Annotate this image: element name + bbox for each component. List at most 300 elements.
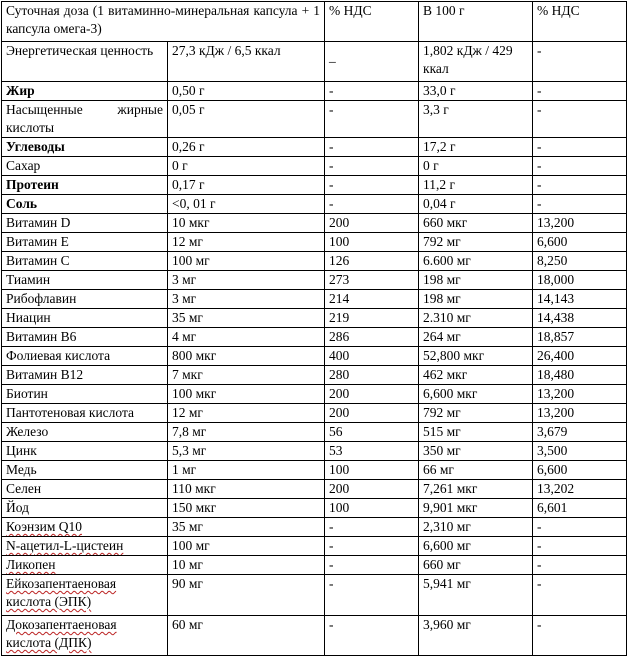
row-pct-dv-text: - [329, 177, 334, 192]
table-row [2, 499, 627, 518]
row-name-text: Цинк [6, 443, 37, 458]
row-name [2, 480, 168, 499]
row-name-text: Йод [6, 500, 29, 515]
row-pct-dv-100g [533, 423, 627, 442]
header-per-100g: В 100 г [419, 2, 533, 42]
row-pct-dv-text: 273 [329, 272, 350, 287]
row-daily-dose [168, 42, 325, 82]
table-row [2, 442, 627, 461]
row-pct-dv-text: _ [329, 49, 336, 64]
row-daily-dose [168, 385, 325, 404]
row-name [2, 499, 168, 518]
table-row [2, 290, 627, 309]
row-name [2, 518, 168, 537]
row-pct-dv [325, 347, 419, 366]
row-per-100g-text: 264 мг [423, 329, 461, 344]
row-per-100g-text: 2.310 мг [423, 310, 471, 325]
row-pct-dv-text: 126 [329, 253, 350, 268]
row-pct-dv-100g-text: 18,857 [537, 329, 575, 344]
row-name-text: Витамин B6 [6, 329, 77, 344]
row-pct-dv-text: 200 [329, 481, 350, 496]
row-pct-dv-text: 53 [329, 443, 343, 458]
row-per-100g [419, 575, 533, 616]
row-daily-dose-text: 12 мг [172, 234, 203, 249]
row-daily-dose-text: 5,3 мг [172, 443, 207, 458]
row-daily-dose [168, 347, 325, 366]
row-daily-dose [168, 195, 325, 214]
row-pct-dv-100g [533, 556, 627, 575]
row-pct-dv-text: 280 [329, 367, 350, 382]
table-row [2, 271, 627, 290]
row-name-text: Энергетическая ценность [6, 43, 154, 58]
row-name-text: Соль [6, 196, 38, 211]
table-row [2, 195, 627, 214]
table-row [2, 423, 627, 442]
row-daily-dose-text: 10 мг [172, 557, 203, 572]
row-pct-dv-100g [533, 404, 627, 423]
row-pct-dv [325, 328, 419, 347]
row-pct-dv-100g-text: 13,200 [537, 405, 575, 420]
row-per-100g-text: 7,261 мкг [423, 481, 478, 496]
row-pct-dv-text: - [329, 83, 334, 98]
row-pct-dv-text: - [329, 538, 334, 553]
row-pct-dv-text: 100 [329, 234, 350, 249]
row-pct-dv [325, 556, 419, 575]
row-daily-dose [168, 518, 325, 537]
row-name [2, 176, 168, 195]
row-pct-dv-100g [533, 233, 627, 252]
table-row [2, 233, 627, 252]
row-per-100g-text: 0,04 г [423, 196, 456, 211]
row-daily-dose-text: 10 мкг [172, 215, 210, 230]
table-row [2, 328, 627, 347]
row-pct-dv-100g [533, 42, 627, 82]
row-per-100g [419, 138, 533, 157]
row-per-100g [419, 82, 533, 101]
row-pct-dv-100g [533, 461, 627, 480]
row-pct-dv [325, 442, 419, 461]
row-pct-dv-100g [533, 82, 627, 101]
row-pct-dv-100g-text: - [537, 83, 542, 98]
row-pct-dv-100g [533, 366, 627, 385]
row-per-100g-text: 792 мг [423, 405, 461, 420]
nutrition-table [1, 1, 627, 656]
row-pct-dv [325, 423, 419, 442]
row-pct-dv-100g [533, 518, 627, 537]
row-daily-dose-text: 35 мг [172, 310, 203, 325]
row-pct-dv [325, 309, 419, 328]
row-per-100g-text: 462 мкг [423, 367, 468, 382]
row-name [2, 328, 168, 347]
table-row [2, 347, 627, 366]
row-pct-dv-text: 200 [329, 215, 350, 230]
row-pct-dv-text: 400 [329, 348, 350, 363]
row-per-100g-text: 1,802 кДж / 429 ккал [423, 43, 513, 76]
row-daily-dose-text: 27,3 кДж / 6,5 ккал [172, 43, 281, 58]
row-name-text: Витамин C [6, 253, 70, 268]
row-pct-dv-100g [533, 309, 627, 328]
row-daily-dose-text: 60 мг [172, 617, 203, 632]
row-per-100g-text: 350 мг [423, 443, 461, 458]
row-pct-dv-100g [533, 328, 627, 347]
row-per-100g [419, 252, 533, 271]
row-per-100g [419, 537, 533, 556]
row-pct-dv-100g-text: - [537, 519, 542, 534]
row-pct-dv-100g-text: 3,500 [537, 443, 568, 458]
row-name-text: Сахар [6, 158, 41, 173]
row-pct-dv-100g-text: 14,143 [537, 291, 575, 306]
row-daily-dose [168, 176, 325, 195]
row-name-text: Селен [6, 481, 42, 496]
row-daily-dose-text: 100 мкг [172, 386, 217, 401]
table-row [2, 214, 627, 233]
row-pct-dv-100g-text: 3,679 [537, 424, 568, 439]
row-pct-dv-text: 100 [329, 500, 350, 515]
table-row [2, 556, 627, 575]
table-row [2, 537, 627, 556]
row-name-text: Коэнзим Q10 [6, 519, 82, 534]
row-daily-dose-text: 1 мг [172, 462, 197, 477]
row-pct-dv-100g [533, 290, 627, 309]
row-per-100g [419, 42, 533, 82]
row-daily-dose [168, 82, 325, 101]
row-pct-dv-100g-text: - [537, 139, 542, 154]
row-pct-dv-text: - [329, 617, 334, 632]
row-name [2, 575, 168, 616]
row-pct-dv-text: 100 [329, 462, 350, 477]
row-pct-dv-100g-text: - [537, 538, 542, 553]
row-name-text: Витамин B12 [6, 367, 84, 382]
row-per-100g [419, 328, 533, 347]
row-pct-dv [325, 518, 419, 537]
row-per-100g-text: 52,800 мкг [423, 348, 485, 363]
table-row [2, 404, 627, 423]
table-row [2, 157, 627, 176]
row-pct-dv-100g-text: - [537, 43, 542, 58]
row-daily-dose-text: 0 г [172, 158, 188, 173]
row-pct-dv-100g [533, 176, 627, 195]
row-per-100g [419, 366, 533, 385]
row-per-100g [419, 404, 533, 423]
row-per-100g-text: 515 мг [423, 424, 461, 439]
row-pct-dv [325, 252, 419, 271]
row-pct-dv-100g-text: 6,600 [537, 462, 568, 477]
row-pct-dv-100g [533, 385, 627, 404]
row-daily-dose [168, 499, 325, 518]
row-daily-dose-text: 7 мкг [172, 367, 203, 382]
row-name [2, 385, 168, 404]
row-per-100g-text: 66 мг [423, 462, 454, 477]
row-pct-dv-100g-text: - [537, 158, 542, 173]
row-per-100g-text: 6,600 мкг [423, 386, 478, 401]
row-name-text: Насыщенные жирные кислоты [6, 102, 163, 135]
row-per-100g [419, 271, 533, 290]
row-daily-dose [168, 138, 325, 157]
row-daily-dose [168, 366, 325, 385]
row-daily-dose [168, 575, 325, 616]
row-daily-dose-text: 3 мг [172, 291, 197, 306]
row-per-100g-text: 5,941 мг [423, 576, 471, 591]
row-pct-dv-100g [533, 252, 627, 271]
row-daily-dose [168, 252, 325, 271]
row-daily-dose [168, 309, 325, 328]
row-pct-dv-100g [533, 616, 627, 656]
row-daily-dose [168, 233, 325, 252]
row-per-100g-text: 3,3 г [423, 102, 449, 117]
row-pct-dv-100g-text: 18,000 [537, 272, 575, 287]
row-name-text: Фолиевая кислота [6, 348, 111, 363]
row-pct-dv-100g-text: - [537, 196, 542, 211]
row-pct-dv [325, 233, 419, 252]
row-name [2, 271, 168, 290]
row-per-100g-text: 660 мкг [423, 215, 468, 230]
row-name-text: Витамин E [6, 234, 69, 249]
row-daily-dose-text: 0,05 г [172, 102, 205, 117]
row-per-100g-text: 6,600 мг [423, 538, 471, 553]
table-row [2, 385, 627, 404]
row-per-100g [419, 518, 533, 537]
row-daily-dose [168, 556, 325, 575]
row-pct-dv [325, 616, 419, 656]
row-per-100g [419, 480, 533, 499]
row-name [2, 556, 168, 575]
row-name-text: Железо [6, 424, 49, 439]
row-pct-dv-text: - [329, 557, 334, 572]
row-name [2, 616, 168, 656]
row-per-100g [419, 499, 533, 518]
row-per-100g-text: 2,310 мг [423, 519, 471, 534]
row-daily-dose [168, 290, 325, 309]
row-name-text: Пантотеновая кислота [6, 405, 135, 420]
row-pct-dv-100g-text: - [537, 617, 542, 632]
row-name-text: Углеводы [6, 139, 65, 154]
row-daily-dose-text: 4 мг [172, 329, 197, 344]
row-pct-dv-100g-text: - [537, 102, 542, 117]
row-name [2, 138, 168, 157]
row-pct-dv [325, 214, 419, 233]
row-pct-dv [325, 82, 419, 101]
table-row [2, 480, 627, 499]
row-daily-dose [168, 404, 325, 423]
row-per-100g [419, 309, 533, 328]
row-per-100g [419, 556, 533, 575]
header-pct-dv-100g: % НДС [533, 2, 627, 42]
row-name [2, 347, 168, 366]
row-pct-dv-100g-text: 13,200 [537, 386, 575, 401]
row-daily-dose [168, 537, 325, 556]
row-pct-dv [325, 461, 419, 480]
row-pct-dv-text: - [329, 196, 334, 211]
row-pct-dv-100g [533, 195, 627, 214]
row-name-text: Тиамин [6, 272, 51, 287]
row-pct-dv-100g-text: 18,480 [537, 367, 575, 382]
row-per-100g [419, 347, 533, 366]
row-pct-dv [325, 499, 419, 518]
row-pct-dv-100g-text: - [537, 576, 542, 591]
row-daily-dose [168, 480, 325, 499]
row-daily-dose-text: 3 мг [172, 272, 197, 287]
row-name [2, 195, 168, 214]
row-per-100g-text: 9,901 мкг [423, 500, 478, 515]
row-pct-dv [325, 290, 419, 309]
header-row [2, 2, 627, 42]
row-per-100g-text: 11,2 г [423, 177, 456, 192]
row-per-100g [419, 616, 533, 656]
row-pct-dv-text: - [329, 576, 334, 591]
table-row [2, 138, 627, 157]
row-pct-dv-text: 286 [329, 329, 350, 344]
row-pct-dv [325, 195, 419, 214]
row-daily-dose [168, 157, 325, 176]
row-name-text: Биотин [6, 386, 48, 401]
row-name [2, 101, 168, 138]
row-name [2, 82, 168, 101]
row-daily-dose-text: 800 мкг [172, 348, 217, 363]
row-pct-dv-text: - [329, 158, 334, 173]
table-row [2, 366, 627, 385]
row-pct-dv-100g [533, 347, 627, 366]
row-per-100g [419, 233, 533, 252]
row-pct-dv-100g [533, 442, 627, 461]
row-name-text: Протеин [6, 177, 59, 192]
row-pct-dv-100g [533, 214, 627, 233]
header-pct-dv: % НДС [325, 2, 419, 42]
row-name [2, 423, 168, 442]
row-pct-dv-text: - [329, 139, 334, 154]
row-per-100g-text: 792 мг [423, 234, 461, 249]
row-per-100g-text: 17,2 г [423, 139, 456, 154]
row-per-100g-text: 33,0 г [423, 83, 456, 98]
row-pct-dv-100g [533, 157, 627, 176]
row-name-text: Витамин D [6, 215, 71, 230]
row-daily-dose-text: 0,17 г [172, 177, 205, 192]
row-pct-dv [325, 385, 419, 404]
row-name-text: N-ацетил-L-цистеин [6, 538, 124, 553]
table-row [2, 42, 627, 82]
row-pct-dv-100g-text: 26,400 [537, 348, 575, 363]
row-pct-dv [325, 575, 419, 616]
row-name [2, 537, 168, 556]
row-pct-dv-100g [533, 480, 627, 499]
row-daily-dose-text: <0, 01 г [172, 196, 216, 211]
row-name [2, 309, 168, 328]
row-name-text: Ниацин [6, 310, 51, 325]
row-daily-dose-text: 100 мг [172, 538, 210, 553]
row-name [2, 404, 168, 423]
row-pct-dv-text: - [329, 519, 334, 534]
row-name [2, 157, 168, 176]
row-daily-dose-text: 110 мкг [172, 481, 216, 496]
row-per-100g-text: 6.600 мг [423, 253, 471, 268]
row-daily-dose [168, 616, 325, 656]
row-pct-dv-100g [533, 271, 627, 290]
row-name [2, 214, 168, 233]
row-daily-dose-text: 150 мкг [172, 500, 217, 515]
row-daily-dose [168, 271, 325, 290]
row-pct-dv-100g [533, 101, 627, 138]
row-pct-dv-100g [533, 499, 627, 518]
row-name-text: Докозапентаеновая кислота (ДПК) [6, 617, 117, 650]
row-per-100g-text: 660 мг [423, 557, 461, 572]
row-daily-dose [168, 442, 325, 461]
table-row [2, 101, 627, 138]
table-row [2, 82, 627, 101]
row-name [2, 366, 168, 385]
row-pct-dv-100g-text: 8,250 [537, 253, 568, 268]
header-daily-dose: Суточная доза (1 витаминно-минеральная капсула + 1 капсула омега-3) [2, 2, 325, 42]
row-name [2, 42, 168, 82]
row-per-100g-text: 198 мг [423, 291, 461, 306]
row-pct-dv [325, 480, 419, 499]
row-name-text: Ликопен [6, 557, 56, 572]
row-pct-dv-100g [533, 575, 627, 616]
row-name [2, 233, 168, 252]
table-row [2, 461, 627, 480]
row-pct-dv-text: 219 [329, 310, 350, 325]
row-pct-dv-text: 200 [329, 405, 350, 420]
row-daily-dose-text: 0,50 г [172, 83, 205, 98]
row-daily-dose [168, 101, 325, 138]
row-daily-dose-text: 12 мг [172, 405, 203, 420]
row-per-100g [419, 290, 533, 309]
row-pct-dv-100g-text: 13,200 [537, 215, 575, 230]
row-pct-dv [325, 101, 419, 138]
row-daily-dose-text: 100 мг [172, 253, 210, 268]
row-per-100g [419, 157, 533, 176]
row-pct-dv-100g-text: - [537, 557, 542, 572]
row-pct-dv [325, 366, 419, 385]
row-name-text: Жир [6, 83, 35, 98]
table-row [2, 252, 627, 271]
row-daily-dose [168, 214, 325, 233]
table-row [2, 575, 627, 616]
row-name-text: Рибофлавин [6, 291, 77, 306]
row-name-text: Медь [6, 462, 37, 477]
table-row [2, 309, 627, 328]
row-pct-dv-100g-text: - [537, 177, 542, 192]
row-per-100g [419, 442, 533, 461]
row-per-100g [419, 195, 533, 214]
row-daily-dose [168, 423, 325, 442]
row-name-text: Ейкозапентаеновая кислота (ЭПК) [6, 576, 117, 609]
row-daily-dose-text: 0,26 г [172, 139, 205, 154]
row-pct-dv-text: 56 [329, 424, 343, 439]
row-per-100g-text: 198 мг [423, 272, 461, 287]
row-daily-dose-text: 90 мг [172, 576, 203, 591]
row-per-100g [419, 214, 533, 233]
table-row [2, 176, 627, 195]
row-name [2, 461, 168, 480]
row-pct-dv-text: 214 [329, 291, 350, 306]
row-pct-dv-100g [533, 537, 627, 556]
row-per-100g [419, 385, 533, 404]
row-pct-dv [325, 42, 419, 82]
row-pct-dv-100g [533, 138, 627, 157]
row-pct-dv [325, 271, 419, 290]
row-pct-dv [325, 404, 419, 423]
row-daily-dose-text: 7,8 мг [172, 424, 207, 439]
row-pct-dv [325, 138, 419, 157]
row-name [2, 290, 168, 309]
row-pct-dv [325, 537, 419, 556]
table-row [2, 518, 627, 537]
row-pct-dv-100g-text: 13,202 [537, 481, 575, 496]
table-row [2, 616, 627, 656]
row-daily-dose-text: 35 мг [172, 519, 203, 534]
row-per-100g-text: 0 г [423, 158, 439, 173]
row-pct-dv [325, 157, 419, 176]
row-pct-dv-100g-text: 14,438 [537, 310, 575, 325]
